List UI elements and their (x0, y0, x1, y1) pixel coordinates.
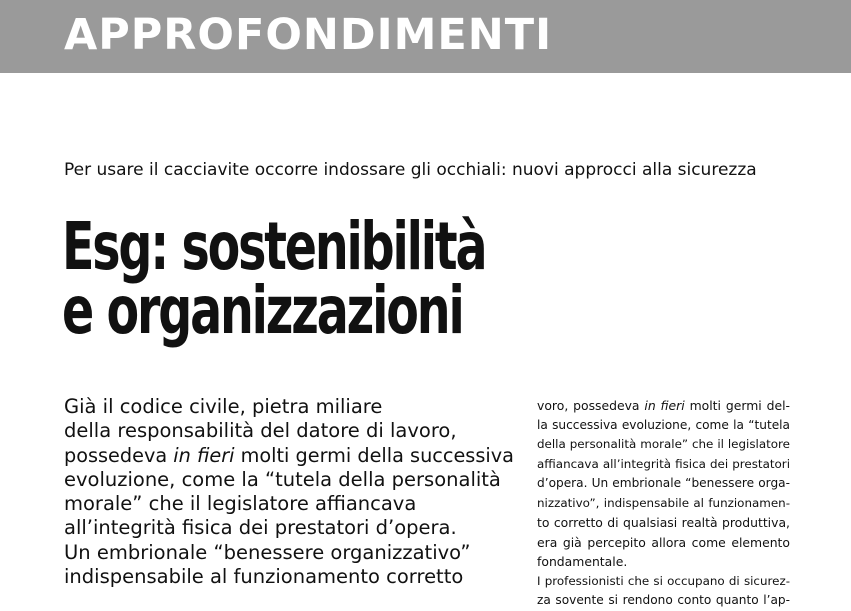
body-text: voro, possedeva (537, 398, 645, 413)
article-kicker: Per usare il cacciavite occorre indossare gli occhiali: nuovi approcci alla sicurezza (64, 160, 757, 180)
lead-line: Già il codice civile, pietra miliare (64, 395, 383, 418)
body-text: molti germi del- (684, 398, 790, 413)
lead-line: evoluzione, come la “tutela della personalità (64, 467, 501, 491)
article-body-column (537, 396, 790, 611)
lead-emphasis: in fieri (173, 443, 235, 467)
article-lead (64, 395, 519, 589)
body-line: I professionisti che si occupano di sicurez- (537, 573, 790, 588)
lead-line: indispensabile al funzionamento corretto (64, 565, 464, 589)
body-line: era già percepito allora come elemento (537, 534, 790, 550)
body-line: za sovente si rendono conto quanto l’ap- (537, 593, 790, 607)
body-line (537, 396, 790, 416)
lead-line: all’integrità fisica dei prestatori d’opera. (64, 516, 457, 540)
lead-line: Un embrionale “benessere organizzativo” (64, 540, 471, 564)
headline-line-1: Esg: sostenibilità (62, 208, 486, 285)
section-banner (0, 0, 851, 73)
body-line: nizzativo”, indispensabile al funzionamen- (537, 495, 790, 510)
article-headline (62, 208, 650, 349)
headline-line-2: e organizzazioni (62, 272, 463, 349)
body-line: fondamentale. (537, 554, 628, 569)
body-line: della personalità morale” che il legislatore (537, 437, 790, 451)
body-emphasis: in fieri (644, 398, 685, 413)
lead-line: della responsabilità del datore di lavoro, (64, 419, 457, 443)
lead-line: morale” che il legislatore affiancava (64, 492, 417, 516)
body-line: to corretto di qualsiasi realtà produttiva, (537, 515, 790, 530)
body-line: affiancava all’integrità fisica dei prestatori (537, 456, 790, 471)
body-line: d’opera. Un embrionale “benessere orga- (537, 476, 790, 490)
lead-line (64, 444, 519, 468)
body-line: la successiva evoluzione, come la “tutela (537, 417, 790, 432)
lead-text: molti germi della successiva (234, 443, 514, 467)
lead-text: possedeva (64, 443, 174, 467)
section-title: APPROFONDIMENTI (64, 10, 553, 60)
